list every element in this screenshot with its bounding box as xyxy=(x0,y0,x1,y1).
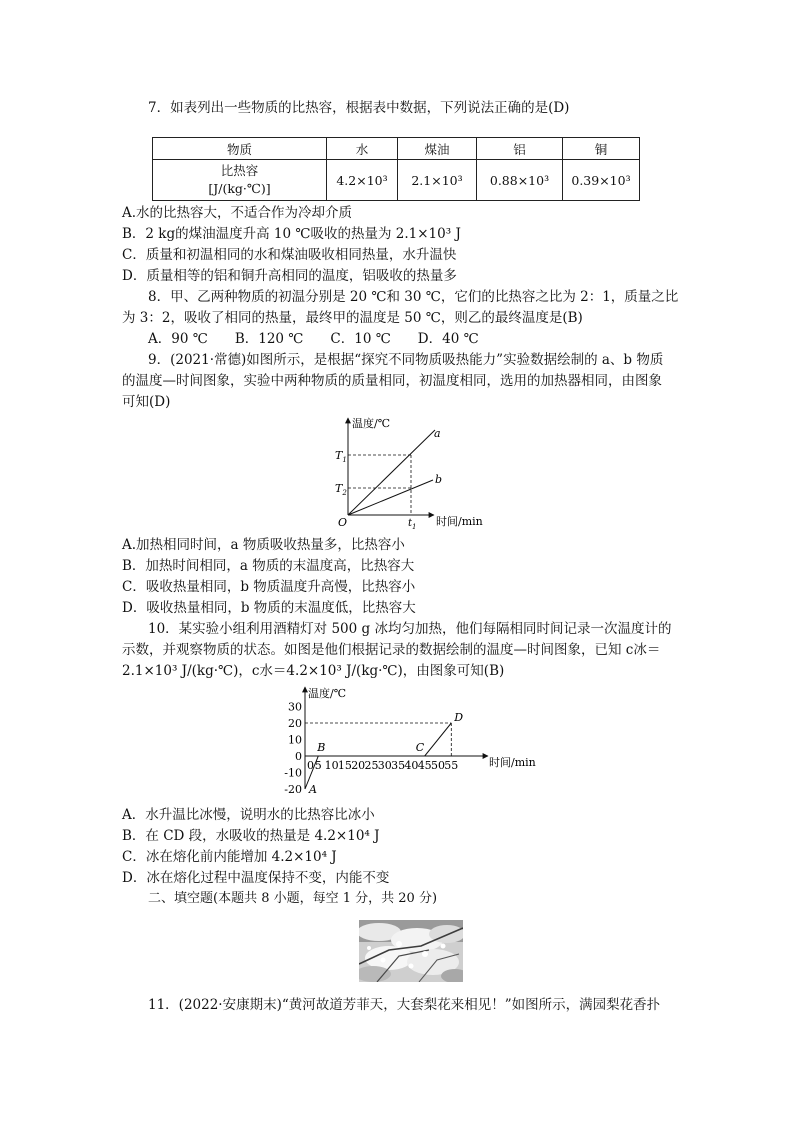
pear-blossom-photo xyxy=(359,920,463,982)
curve-a-label: a xyxy=(434,427,441,440)
point-label: A xyxy=(309,783,317,796)
y-axis-label: 温度/℃ xyxy=(308,687,347,700)
q8-line1: 8．甲、乙两种物质的初温分别是 20 ℃和 30 ℃，它们的比热容之比为 2：1，质量之比 xyxy=(148,289,679,305)
q9-option-b: B．加热时间相同，a 物质的末温度高，比热容大 xyxy=(122,558,415,574)
row-label-unit: [J/(kg·℃)] xyxy=(208,181,271,196)
row-label-line: 比热容 xyxy=(220,163,259,178)
q8-options: A．90 ℃ B．120 ℃ C．10 ℃ D．40 ℃ xyxy=(148,331,479,347)
x-tick-label: 5 xyxy=(314,759,322,772)
q9-line3: 可知(D) xyxy=(122,394,171,410)
x-tick-label: 45 xyxy=(417,759,432,772)
table-cell: 4.2×10³ xyxy=(327,160,398,201)
y-tick-label: -20 xyxy=(284,783,302,796)
table-header: 铝 xyxy=(477,138,563,160)
y-tick-label: 20 xyxy=(288,717,302,730)
q9-option-c: C．吸收热量相同，b 物质温度升高慢，比热容小 xyxy=(122,579,416,595)
point-label: B xyxy=(317,741,326,754)
x-tick-label: 40 xyxy=(404,759,419,772)
x-tick-label: 50 xyxy=(431,759,445,772)
q7-option-b: B．2 kg的煤油温度升高 10 ℃吸收的热量为 2.1×10³ J xyxy=(122,226,461,242)
q9-option-a: A.加热相同时间，a 物质吸收热量多，比热容小 xyxy=(122,537,405,553)
origin-label: O xyxy=(338,516,348,529)
y-tick-label: 30 xyxy=(288,700,302,714)
y-tick-label: 0 xyxy=(295,750,302,763)
table-row-label xyxy=(153,160,327,201)
y-axis-label: 温度/℃ xyxy=(352,417,391,430)
x-tick-label: 20 xyxy=(351,759,366,772)
line-b xyxy=(348,480,433,515)
x-tick-label: 30 xyxy=(377,759,392,772)
x-tick-label: 55 xyxy=(444,759,459,772)
table-header: 物质 xyxy=(153,138,327,160)
t2-label: $T_2$ xyxy=(335,482,347,497)
table-cell: 2.1×10³ xyxy=(398,160,477,201)
table-header: 煤油 xyxy=(398,138,477,160)
q10-line3: 2.1×10³ J/(kg·℃)，c水＝4.2×10³ J/(kg·℃)，由图象可知(B) xyxy=(122,663,505,679)
x-tick-label: 10 xyxy=(324,759,339,772)
q9-temperature-time-graph xyxy=(310,412,500,530)
q10-line1: 10．某实验小组利用酒精灯对 500 g 冰均匀加热，他们每隔相同时间记录一次温度计的 xyxy=(148,621,672,637)
x-tick-label: 25 xyxy=(364,759,379,772)
q8-line2: 为 3：2，吸收了相同的热量，最终甲的温度是 50 ℃，则乙的最终温度是(B) xyxy=(122,310,583,326)
q10-option-a: A．水升温比冰慢，说明水的比热容比冰小 xyxy=(122,807,375,823)
x-tick-label: 15 xyxy=(337,759,352,772)
point-label: D xyxy=(454,711,464,724)
q11-line1: 11．(2022·安康期末)“黄河故道芳菲天，大套梨花来相见！”如图所示，满园梨花香扑 xyxy=(148,997,661,1013)
table-cell: 0.39×10³ xyxy=(563,160,640,201)
x-tick-label: 0 xyxy=(307,759,314,772)
q10-option-b: B．在 CD 段，水吸收的热量是 4.2×10⁴ J xyxy=(122,828,380,844)
curve-b-label: b xyxy=(435,473,443,486)
q10-option-c: C．冰在熔化前内能增加 4.2×10⁴ J xyxy=(122,849,337,865)
q7-option-d: D．质量相等的铝和铜升高相同的温度，铝吸收的热量多 xyxy=(122,268,457,284)
table-cell: 0.88×10³ xyxy=(477,160,563,201)
x-axis-label: 时间/min xyxy=(436,515,483,528)
table-header: 水 xyxy=(327,138,398,160)
q7-option-a: A.水的比热容大，不适合作为冷却介质 xyxy=(122,205,353,221)
q9-option-d: D．吸收热量相同，b 物质的末温度低，比热容大 xyxy=(122,600,416,616)
x-axis-label: 时间/min xyxy=(489,756,536,769)
q10-option-d: D．冰在熔化过程中温度保持不变，内能不变 xyxy=(122,870,390,886)
x-tick-label: 35 xyxy=(391,759,406,772)
q7-stem: 7．如表列出一些物质的比热容，根据表中数据，下列说法正确的是(D) xyxy=(148,100,570,116)
specific-heat-table xyxy=(152,137,640,201)
y-tick-label: -10 xyxy=(284,766,302,780)
t1-label: $T_1$ xyxy=(335,449,347,464)
q9-line1: 9．(2021·常德)如图所示，是根据“探究不同物质吸热能力”实验数据绘制的 a、b 物质 xyxy=(148,352,664,368)
q10-temperature-time-chart xyxy=(274,683,546,797)
line-a xyxy=(348,430,435,515)
section-heading: 二、填空题(本题共 8 小题，每空 1 分，共 20 分) xyxy=(148,891,438,906)
q10-line2: 示数，并观察物质的状态。如图是他们根据记录的数据绘制的温度—时间图象，已知 c冰＝ xyxy=(122,642,661,658)
y-tick-label: 10 xyxy=(288,733,302,747)
table-header: 铜 xyxy=(563,138,640,160)
q9-line2: 的温度—时间图象，实验中两种物质的质量相同，初温度相同，选用的加热器相同，由图象 xyxy=(122,373,662,389)
time-tick-label: $t_1$ xyxy=(408,518,417,530)
q7-option-c: C．质量和初温相同的水和煤油吸收相同热量，水升温快 xyxy=(122,247,457,263)
point-label: C xyxy=(415,741,425,754)
